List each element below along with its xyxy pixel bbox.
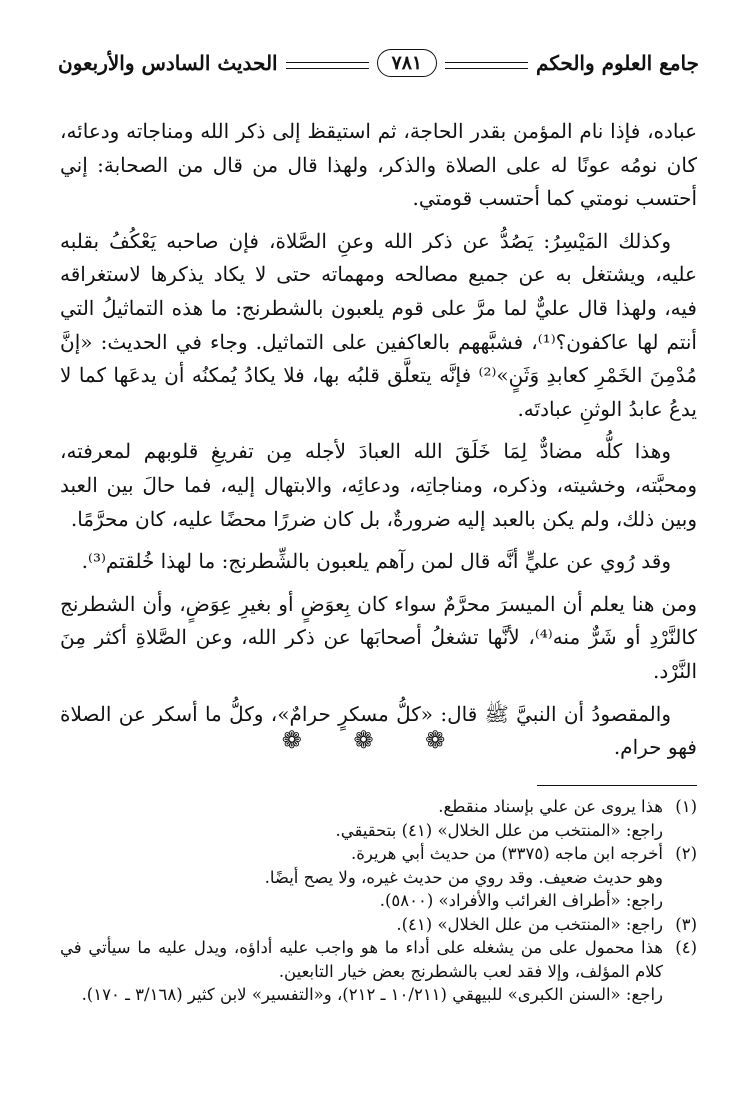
footnote-line: راجع: «المنتخب من علل الخلال» (٤١) بتحقيقي. [335,820,663,840]
footnote-number: (١) [675,797,697,816]
footnote-number: (٢) [675,844,697,863]
footnote-line: راجع: «المنتخب من علل الخلال» (٤١). [396,914,663,934]
chapter-title: الحديث السادس والأربعون [58,51,278,75]
paragraph: وكذلك المَيْسِرُ: يَصُدُّ عن ذكر الله وعنِ الصَّلاة، فإن صاحبه يَعْكُفُ بقلبه عليه، ويشتغل به عن جميع مصالحه ومهماته حتى لا يكاد يذكرها لاستغراقه فيه، ولهذا قال عليٌّ لما مرَّ على قوم يلعبون بالشطرنج: ما هذه التماثيلُ التي أنتم لها عاكفون؟⁽¹⁾، فشبَّههم بالعاكفين على التماثيل. وجاء في الحديث: «إنَّ مُدْمِنَ الخَمْرِ كعابدِ وَثَنٍ»⁽²⁾ فإنَّه يتعلَّق قلبُه بها، فلا يكادُ يُمكنُه أن يدعَها كما لا يدعُ عابدُ الوثنِ عبادتَه. [60,228,697,421]
footnotes [60,795,697,1007]
footnote [60,795,697,842]
footnote-line: أخرجه ابن ماجه (٣٣٧٥) من حديث أبي هريرة. [350,844,663,863]
footnote [60,842,697,913]
footnote [60,913,697,937]
footnote-line: راجع: «أطراف الغرائب والأفراد» (٥٨٠٠). [379,891,663,910]
page-number: ٧٨١ [377,49,438,77]
paragraph: عباده، فإذا نام المؤمن بقدر الحاجة، ثم استيقظ إلى ذكر الله ومناجاته ودعائه، كان نومُه عونًا له على الصلاة والذكر، ولهذا قال من قال من الصحابة: إني أحتسب نومتي كما أحتسب قومتي. [60,119,697,211]
section-separator-icon: ❁ ❁ ❁ [281,726,468,754]
paragraph: ومن هنا يعلم أن الميسرَ محرَّمٌ سواء كان بِعوَضٍ أو بغيرِ عِوَضٍ، وأن الشطرنج كالنَّرْدِ أو شَرٌّ منه⁽⁴⁾، لأنَّها تشغلُ أصحابَها عن ذكر الله، وعن الصَّلاةِ أكثر مِنَ النَّرْد. [60,591,698,683]
footnote-number: (٣) [675,914,697,934]
footnote-line: راجع: «السنن الكبرى» للبيهقي (١٠/٢١١ ـ ٢١٢)، و«التفسير» لابن كثير (٣/١٦٨ ـ ١٧٠). [81,985,663,1004]
book-title: جامع العلوم والحكم [536,51,699,75]
footnote-number: (٤) [675,938,697,957]
footnote-line: هذا محمول على من يشغله على أداء ما هو واجب عليه أداؤه، ويدل عليه ما سيأتي في كلام المؤلف، وإلا فقد لعب بالشطرنج بعض خيار التابعين. [60,938,663,981]
header-rule-left [286,62,369,69]
paragraph: وهذا كلُّه مضادٌّ لِمَا خَلَقَ الله العبادَ لأجله مِن تفريغِ قلوبهم لمعرفته، ومحبَّته، وخشيته، وذكره، ومناجاتِه، ودعائِه، والابتهال إليه، فما حالَ بين العبد وبين ذلك، ولم يكن بالعبد إليه ضرورةٌ، بل كان ضررًا محضًا عليه، كان محرَّمًا. [60,439,697,531]
footnote [60,936,697,1007]
footnote-line: وهو حديث ضعيف. وقد روي من حديث غيره، ولا يصح أيضًا. [264,867,663,887]
header-rule-right [445,62,528,69]
footnote-divider [537,785,697,786]
footnote-line: هذا يروى عن علي بإسناد منقطع. [438,797,663,816]
paragraph: والمقصودُ أن النبيَّ ﷺ قال: «كلُّ مسكرٍ حرامٌ»، وكلُّ ما أسكر عن الصلاة فهو حرام. [60,701,697,760]
main-text [60,115,697,774]
paragraph: وقد رُوي عن عليٍّ أنَّه قال لمن رآهم يلعبون بالشِّطرنج: ما لهذا خُلقتم⁽³⁾. [81,549,671,574]
running-header [58,43,699,83]
